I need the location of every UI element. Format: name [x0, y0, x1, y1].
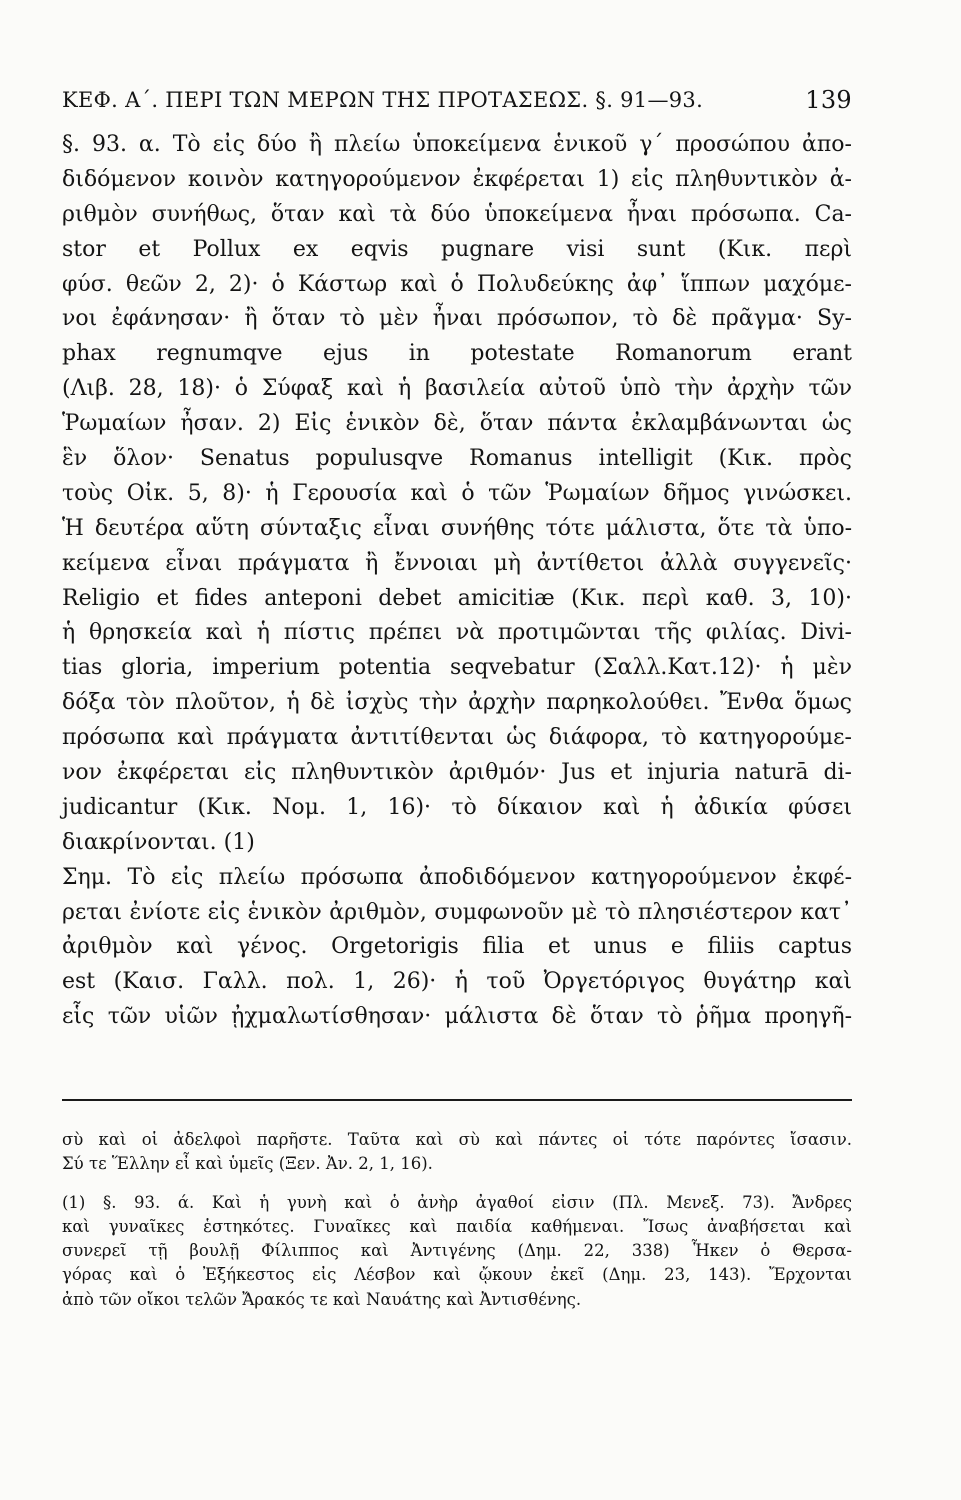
body-line: νον ἐκφέρεται εἰς πληθυντικὸν ἀριθμόν· Jus et injuria naturā di-: [62, 760, 852, 786]
footnote-line: σὺ καὶ οἱ ἀδελφοὶ παρῆστε. Ταῦτα καὶ σὺ καὶ πάντες οἱ τότε παρόντες ἴσασιν.: [62, 1130, 852, 1149]
body-line: ρεται ἐνίοτε εἰς ἑνικὸν ἀριθμὸν, συμφωνοῦν μὲ τὸ πλησιέστερον κατ᾽: [62, 899, 852, 925]
body-line: §. 93. α. Τὸ εἰς δύο ἢ πλείω ὑποκείμενα ἑνικοῦ γ΄ προσώπου ἀπο-: [62, 132, 852, 157]
body-line: νοι ἐφάνησαν· ἢ ὅταν τὸ μὲν ἦναι πρόσωπον, τὸ δὲ πρᾶγμα· Sy-: [62, 306, 852, 332]
body-line: ἡ θρησκεία καὶ ἡ πίστις πρέπει νὰ προτιμῶνται τῆς φιλίας. Divi-: [62, 620, 852, 646]
body-line: ἓν ὅλον· Senatus populusqve Romanus intelligit (Κικ. πρὸς: [62, 446, 852, 472]
footnote-line: συνερεῖ τῇ βουλῇ Φίλιππος καὶ Ἀντιγένης (Δημ. 22, 338) Ἧκεν ὁ Θερσα-: [62, 1241, 852, 1261]
body-line: ριθμὸν συνήθως, ὅταν καὶ τὰ δύο ὑποκείμενα ἦναι πρόσωπα. Ca-: [62, 201, 852, 227]
footnote-line: καὶ γυναῖκες ἑστηκότες. Γυναῖκες καὶ παιδία καθήμεναι. Ἴσως ἀναβήσεται καὶ: [62, 1216, 852, 1236]
footnote-divider: [62, 1099, 852, 1101]
running-header: [62, 88, 852, 128]
body-line: Ῥωμαίων ἦσαν. 2) Εἰς ἑνικὸν δὲ, ὅταν πάντα ἐκλαμβάνωνται ὡς: [62, 411, 852, 437]
body-line: φύσ. θεῶν 2, 2)· ὁ Κάστωρ καὶ ὁ Πολυδεύκης ἀφ᾽ ἵππων μαχόμε-: [62, 271, 852, 297]
footnote-line: (1) §. 93. ά. Καὶ ἡ γυνὴ καὶ ὁ ἀνὴρ ἀγαθοί εἰσιν (Πλ. Μενεξ. 73). Ἄνδρες: [62, 1192, 852, 1212]
body-line: tias gloria, imperium potentia seqvebatur (Σαλλ.Κατ.12)· ἡ μὲν: [62, 655, 852, 681]
body-line: judicantur (Κικ. Νομ. 1, 16)· τὸ δίκαιον καὶ ἡ ἀδικία φύσει: [62, 794, 852, 820]
body-line: διακρίνονται. (1): [62, 829, 255, 855]
body-line: Religio et fides anteponi debet amicitiæ (Κικ. περὶ καθ. 3, 10)·: [62, 585, 852, 611]
footnote-line: Σύ τε Ἕλλην εἶ καὶ ὑμεῖς (Ξεν. Ἀν. 2, 1, 16).: [62, 1154, 433, 1174]
page: [62, 88, 852, 1035]
body-line: phax regnumqve ejus in potestate Romanorum erant: [62, 341, 852, 367]
body-line: τοὺς Οἰκ. 5, 8)· ἡ Γερουσία καὶ ὁ τῶν Ῥωμαίων δῆμος γινώσκει.: [62, 480, 852, 506]
footnote-line: γόρας καὶ ὁ Ἐξήκεστος εἰς Λέσβον καὶ ᾤκουν ἐκεῖ (Δημ. 23, 143). Ἔρχονται: [62, 1265, 852, 1285]
body-line: κείμενα εἶναι πράγματα ἢ ἔννοιαι μὴ ἀντίθετοι ἀλλὰ συγγενεῖς·: [62, 550, 852, 576]
body-line: δόξα τὸν πλοῦτον, ἡ δὲ ἰσχὺς τὴν ἀρχὴν παρηκολούθει. Ἔνθα ὅμως: [62, 690, 852, 716]
body-line: εἷς τῶν υἱῶν ᾐχμαλωτίσθησαν· μάλιστα δὲ ὅταν τὸ ῥῆμα προηγῆ-: [62, 1004, 852, 1030]
body-line: διδόμενον κοινὸν κατηγορούμενον ἐκφέρεται 1) εἰς πληθυντικὸν ἀ-: [62, 166, 852, 192]
footnote-line: ἀπὸ τῶν οἴκοι τελῶν Ἄρακός τε καὶ Ναυάτης καὶ Ἀντισθένης.: [62, 1289, 582, 1309]
body-line: Σημ. Τὸ εἰς πλείω πρόσωπα ἀποδιδόμενον κατηγορούμενον ἐκφέ-: [62, 864, 852, 890]
running-title: ΚΕΦ. Α΄. ΠΕΡΙ ΤΩΝ ΜΕΡΩΝ ΤΗΣ ΠΡΟΤΑΣΕΩΣ. §. 91—93.: [62, 88, 704, 112]
page-number: 139: [805, 86, 852, 114]
body-line: πρόσωπα καὶ πράγματα ἀντιτίθενται ὡς διάφορα, τὸ κατηγορούμε-: [62, 725, 852, 751]
body-line: est (Καισ. Γαλλ. πολ. 1, 26)· ἡ τοῦ Ὀργετόριγος θυγάτηρ καὶ: [62, 969, 852, 995]
footnote-spacer: [62, 1177, 852, 1191]
footnotes: [62, 1128, 852, 1312]
body-line: ἀριθμὸν καὶ γένος. Orgetorigis filia et unus e filiis captus: [62, 934, 852, 960]
body-line: (Λιβ. 28, 18)· ὁ Σύφαξ καὶ ἡ βασιλεία αὐτοῦ ὑπὸ τὴν ἀρχὴν τῶν: [62, 376, 852, 402]
body-line: stor et Pollux ex eqvis pugnare visi sunt (Κικ. περὶ: [62, 236, 852, 262]
body-text: [62, 128, 852, 1035]
body-line: Ἡ δευτέρα αὕτη σύνταξις εἶναι συνήθης τότε μάλιστα, ὅτε τὰ ὑπο-: [62, 515, 852, 541]
